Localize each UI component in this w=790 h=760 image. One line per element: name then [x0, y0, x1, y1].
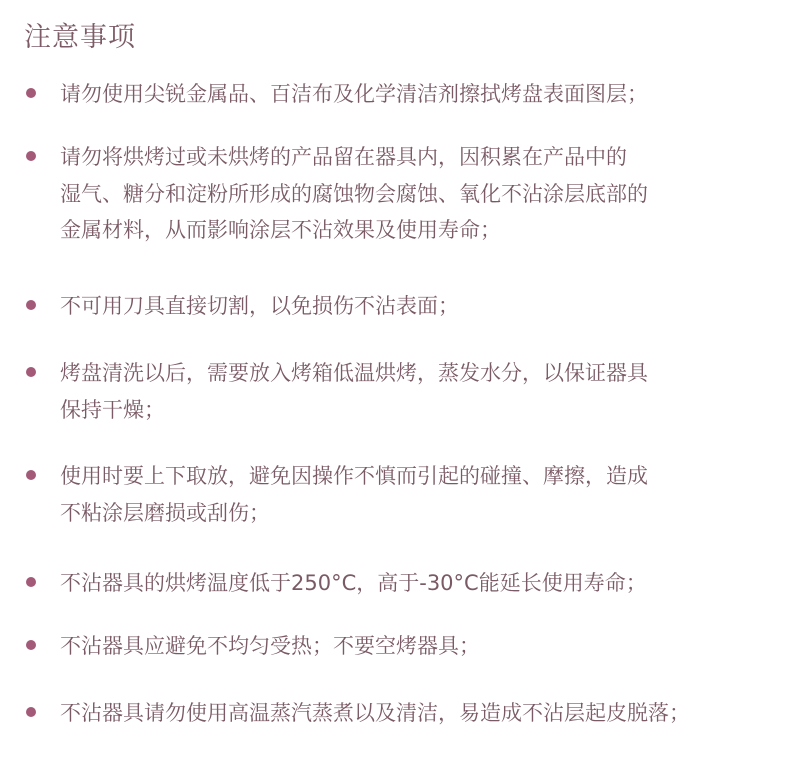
list-item-line: 不沾器具请勿使用高温蒸汽蒸煮以及清洁，易造成不沾层起皮脱落；: [60, 701, 690, 725]
bullet-icon: [26, 707, 36, 717]
list-item-line: 湿气、糖分和淀粉所形成的腐蚀物会腐蚀、氧化不沾涂层底部的: [60, 181, 648, 206]
bullet-icon: [26, 151, 36, 161]
list-item-text: [60, 458, 780, 531]
page-title: 注意事项: [24, 22, 136, 53]
bullet-icon: [26, 367, 36, 377]
list-item-line: 使用时要上下取放，避免因操作不慎而引起的碰撞、摩擦，造成: [60, 464, 648, 488]
list-item-text: [60, 76, 780, 113]
list-item-line: 请勿使用尖锐金属品、百洁布及化学清洁剂擦拭烤盘表面图层；: [60, 82, 648, 106]
bullet-icon: [26, 300, 36, 310]
list-item-line: 请勿将烘烤过或未烘烤的产品留在器具内，因积累在产品中的: [60, 145, 627, 169]
list-item-line: 不沾器具的烘烤温度低于250°C，高于-30°C能延长使用寿命；: [60, 571, 647, 595]
bullet-icon: [26, 640, 36, 650]
list-item-text: [60, 628, 780, 665]
list-item-line: 金属材料，从而影响涂层不沾效果及使用寿命；: [60, 218, 501, 242]
bullet-icon: [26, 470, 36, 480]
list-item-text: [60, 355, 780, 428]
list-item-line: 保持干燥；: [60, 397, 165, 422]
list-item-text: [60, 565, 780, 602]
list-item-text: [60, 288, 780, 325]
list-item-line: 不可用刀具直接切割，以免损伤不沾表面；: [60, 294, 459, 318]
bullet-icon: [26, 577, 36, 587]
list-item-line: 不沾器具应避免不均匀受热；不要空烤器具；: [60, 634, 480, 658]
bullet-icon: [26, 88, 36, 98]
list-item-text: [60, 695, 780, 732]
list-item-text: [60, 139, 780, 249]
list-item-line: 不粘涂层磨损或刮伤；: [60, 500, 270, 525]
list-item-line: 烤盘清洗以后，需要放入烤箱低温烘烤，蒸发水分，以保证器具: [60, 361, 648, 385]
